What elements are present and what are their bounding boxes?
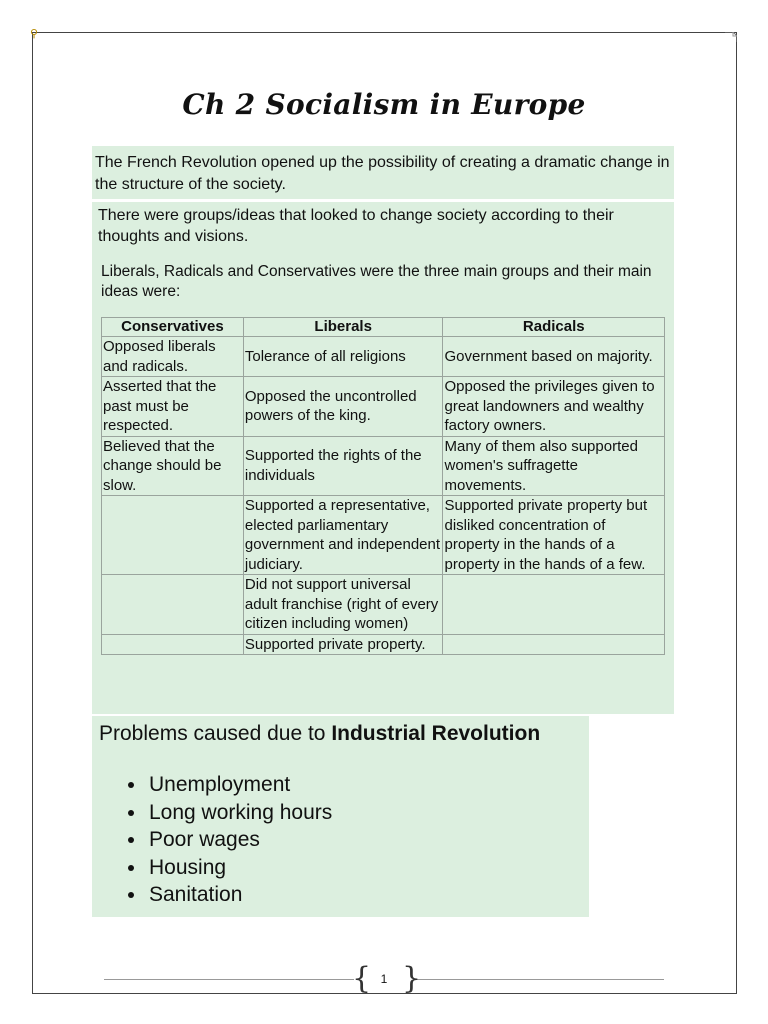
- footer-brace-right-icon: }: [402, 961, 422, 996]
- ideologies-table: [101, 317, 665, 655]
- problems-heading-bold: Industrial Revolution: [331, 722, 541, 745]
- table-cell: [443, 634, 665, 655]
- list-item: • Sanitation: [147, 881, 332, 909]
- footer-rule-right: [414, 979, 664, 980]
- problems-heading: [99, 722, 540, 746]
- table-cell: [102, 496, 244, 575]
- table-cell: Supported the rights of the individuals: [243, 436, 443, 496]
- groups-paragraph: There were groups/ideas that looked to change society according to their thoughts and visions.: [98, 207, 614, 245]
- table-cell: [443, 575, 665, 635]
- table-row: [102, 634, 665, 655]
- table-cell: Government based on majority.: [443, 337, 665, 377]
- table-cell: [102, 634, 244, 655]
- table-cell: Supported private property.: [243, 634, 443, 655]
- list-item: • Poor wages: [147, 826, 332, 854]
- anchor-marker-icon: ⚲: [30, 28, 39, 40]
- table-cell: Believed that the change should be slow.: [102, 436, 244, 496]
- page-corner-fold-icon: [725, 32, 737, 42]
- header-radicals: Radicals: [443, 318, 665, 337]
- table-cell: Asserted that the past must be respected.: [102, 377, 244, 437]
- table-cell: Many of them also supported women's suffragette movements.: [443, 436, 665, 496]
- header-conservatives: Conservatives: [102, 318, 244, 337]
- table-row: [102, 575, 665, 635]
- table-row: [102, 496, 665, 575]
- list-item: • Unemployment: [147, 771, 332, 799]
- list-item: • Long working hours: [147, 799, 332, 827]
- table-cell: Did not support universal adult franchise (right of every citizen including women): [243, 575, 443, 635]
- main-groups-paragraph: Liberals, Radicals and Conservatives were the three main groups and their main ideas were:: [101, 263, 652, 300]
- table-cell: Opposed the privileges given to great landowners and wealthy factory owners.: [443, 377, 665, 437]
- table-cell: Opposed liberals and radicals.: [102, 337, 244, 377]
- table-row: [102, 377, 665, 437]
- table-cell: Supported private property but disliked concentration of property in the hands of a property in the hands of a few.: [443, 496, 665, 575]
- intro-text: The French Revolution opened up the possibility of creating a dramatic change in the structure of the society.: [95, 154, 670, 193]
- problems-list: [117, 771, 332, 909]
- page-title: Ch 2 Socialism in Europe: [182, 88, 586, 121]
- table-cell: Opposed the uncontrolled powers of the king.: [243, 377, 443, 437]
- table-cell: Tolerance of all religions: [243, 337, 443, 377]
- table-row: [102, 436, 665, 496]
- problems-heading-prefix: Problems caused due to: [99, 722, 332, 745]
- table-cell: Supported a representative, elected parliamentary government and independent judiciary.: [243, 496, 443, 575]
- table-row: [102, 337, 665, 377]
- page-number: 1: [380, 972, 388, 986]
- intro-box: [92, 146, 674, 199]
- footer-rule-left: [104, 979, 354, 980]
- problems-box: [92, 716, 589, 917]
- header-liberals: Liberals: [243, 318, 443, 337]
- table-header-row: [102, 318, 665, 337]
- list-item: • Housing: [147, 854, 332, 882]
- footer-brace-left-icon: {: [352, 961, 372, 996]
- table-cell: [102, 575, 244, 635]
